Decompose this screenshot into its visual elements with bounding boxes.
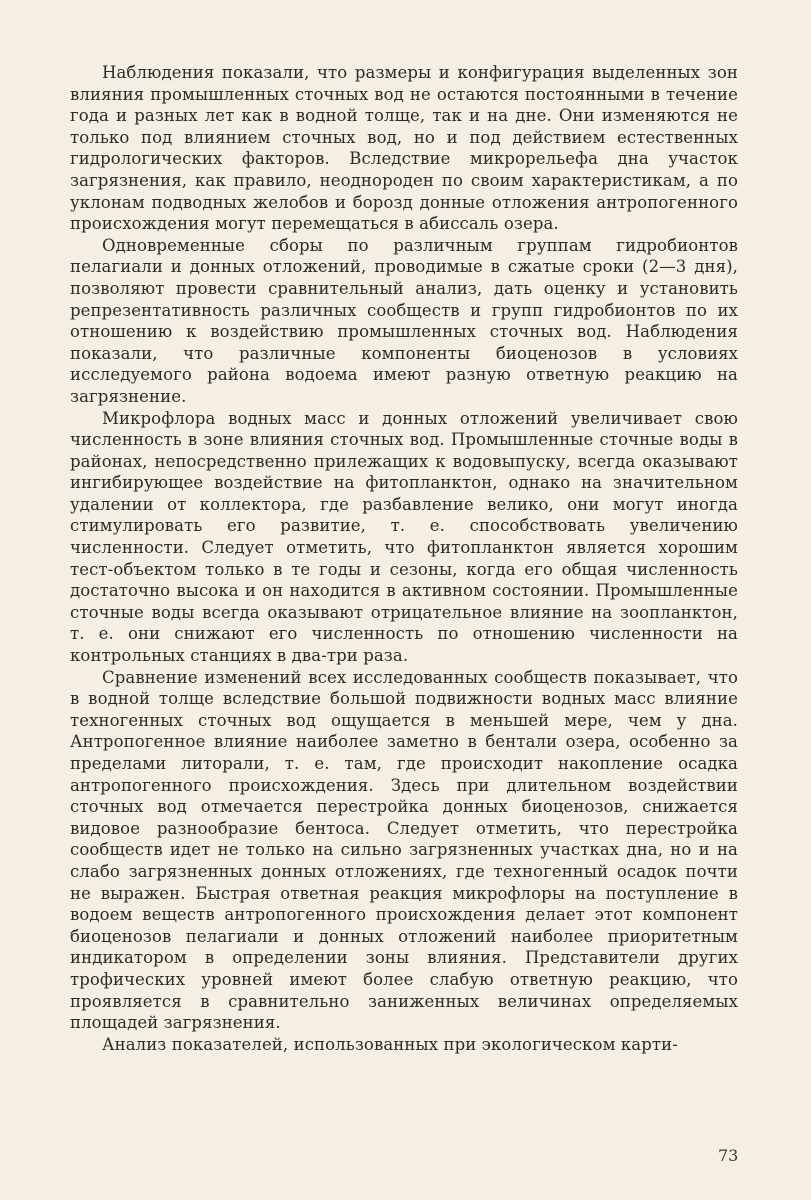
paragraph-3: Микрофлора водных масс и донных отложений увеличивает свою численность в зоне влияния сточных вод. Промышленные сточные воды в районах, непосредственно прилежащих к водовыпуску, всегда оказывают ингибирующее воздействие на фитопланктон, однако на значительном удалении от коллектора, где разбавление велико, они могут иногда стимулировать его развитие, т. е. способствовать увеличению численности. Следует отметить, что фитопланктон является хорошим тест-объектом только в те годы и сезоны, когда его общая численность достаточно высока и он находится в активном состоянии. Промышленные сточные воды всегда оказывают отрицательное влияние на зоопланктон, т. е. они снижают его численность по отношению численности на контрольных станциях в два-три раза. [70, 408, 738, 666]
body-text [70, 62, 738, 1055]
paragraph-4: Сравнение изменений всех исследованных сообществ показывает, что в водной толще вследствие большой подвижности водных масс влияние техногенных сточных вод ощущается в меньшей мере, чем у дна. Антропогенное влияние наиболее заметно в бентали озера, особенно за пределами литорали, т. е. там, где происходит накопление осадка антропогенного происхождения. Здесь при длительном воздействии сточных вод отмечается перестройка донных биоценозов, снижается видовое разнообразие бентоса. Следует отметить, что перестройка сообществ идет не только на сильно загрязненных участках дна, но и на слабо загрязненных донных отложениях, где техногенный осадок почти не выражен. Быстрая ответная реакция микрофлоры на поступление в водоем веществ антропогенного происхождения делает этот компонент биоценозов пелагиали и донных отложений наиболее приоритетным индикатором в определении зоны влияния. Представители других трофических уровней имеют более слабую ответную реакцию, что проявляется в сравнительно заниженных величинах определяемых площадей загрязнения. [70, 667, 738, 1033]
paragraph-5: Анализ показателей, использованных при экологическом карти- [102, 1034, 678, 1054]
page-number: 73 [718, 1146, 739, 1165]
paragraph-1: Наблюдения показали, что размеры и конфигурация выделенных зон влияния промышленных сточных вод не остаются постоянными в течение года и разных лет как в водной толще, так и на дне. Они изменяются не только под влиянием сточных вод, но и под действием естественных гидрологических факторов. Вследствие микрорельефа дна участок загрязнения, как правило, неоднороден по своим характеристикам, а по уклонам подводных желобов и борозд донные отложения антропогенного происхождения могут перемещаться в абиссаль озера. [70, 63, 738, 234]
paragraph-2: Одновременные сборы по различным группам гидробионтов пелагиали и донных отложений, проводимые в сжатые сроки (2—3 дня), позволяют провести сравнительный анализ, дать оценку и установить репрезентативность различных сообществ и групп гидробионтов по их отношению к воздействию промышленных сточных вод. Наблюдения показали, что различные компоненты биоценозов в условиях исследуемого района водоема имеют разную ответную реакцию на загрязнение. [70, 235, 738, 406]
